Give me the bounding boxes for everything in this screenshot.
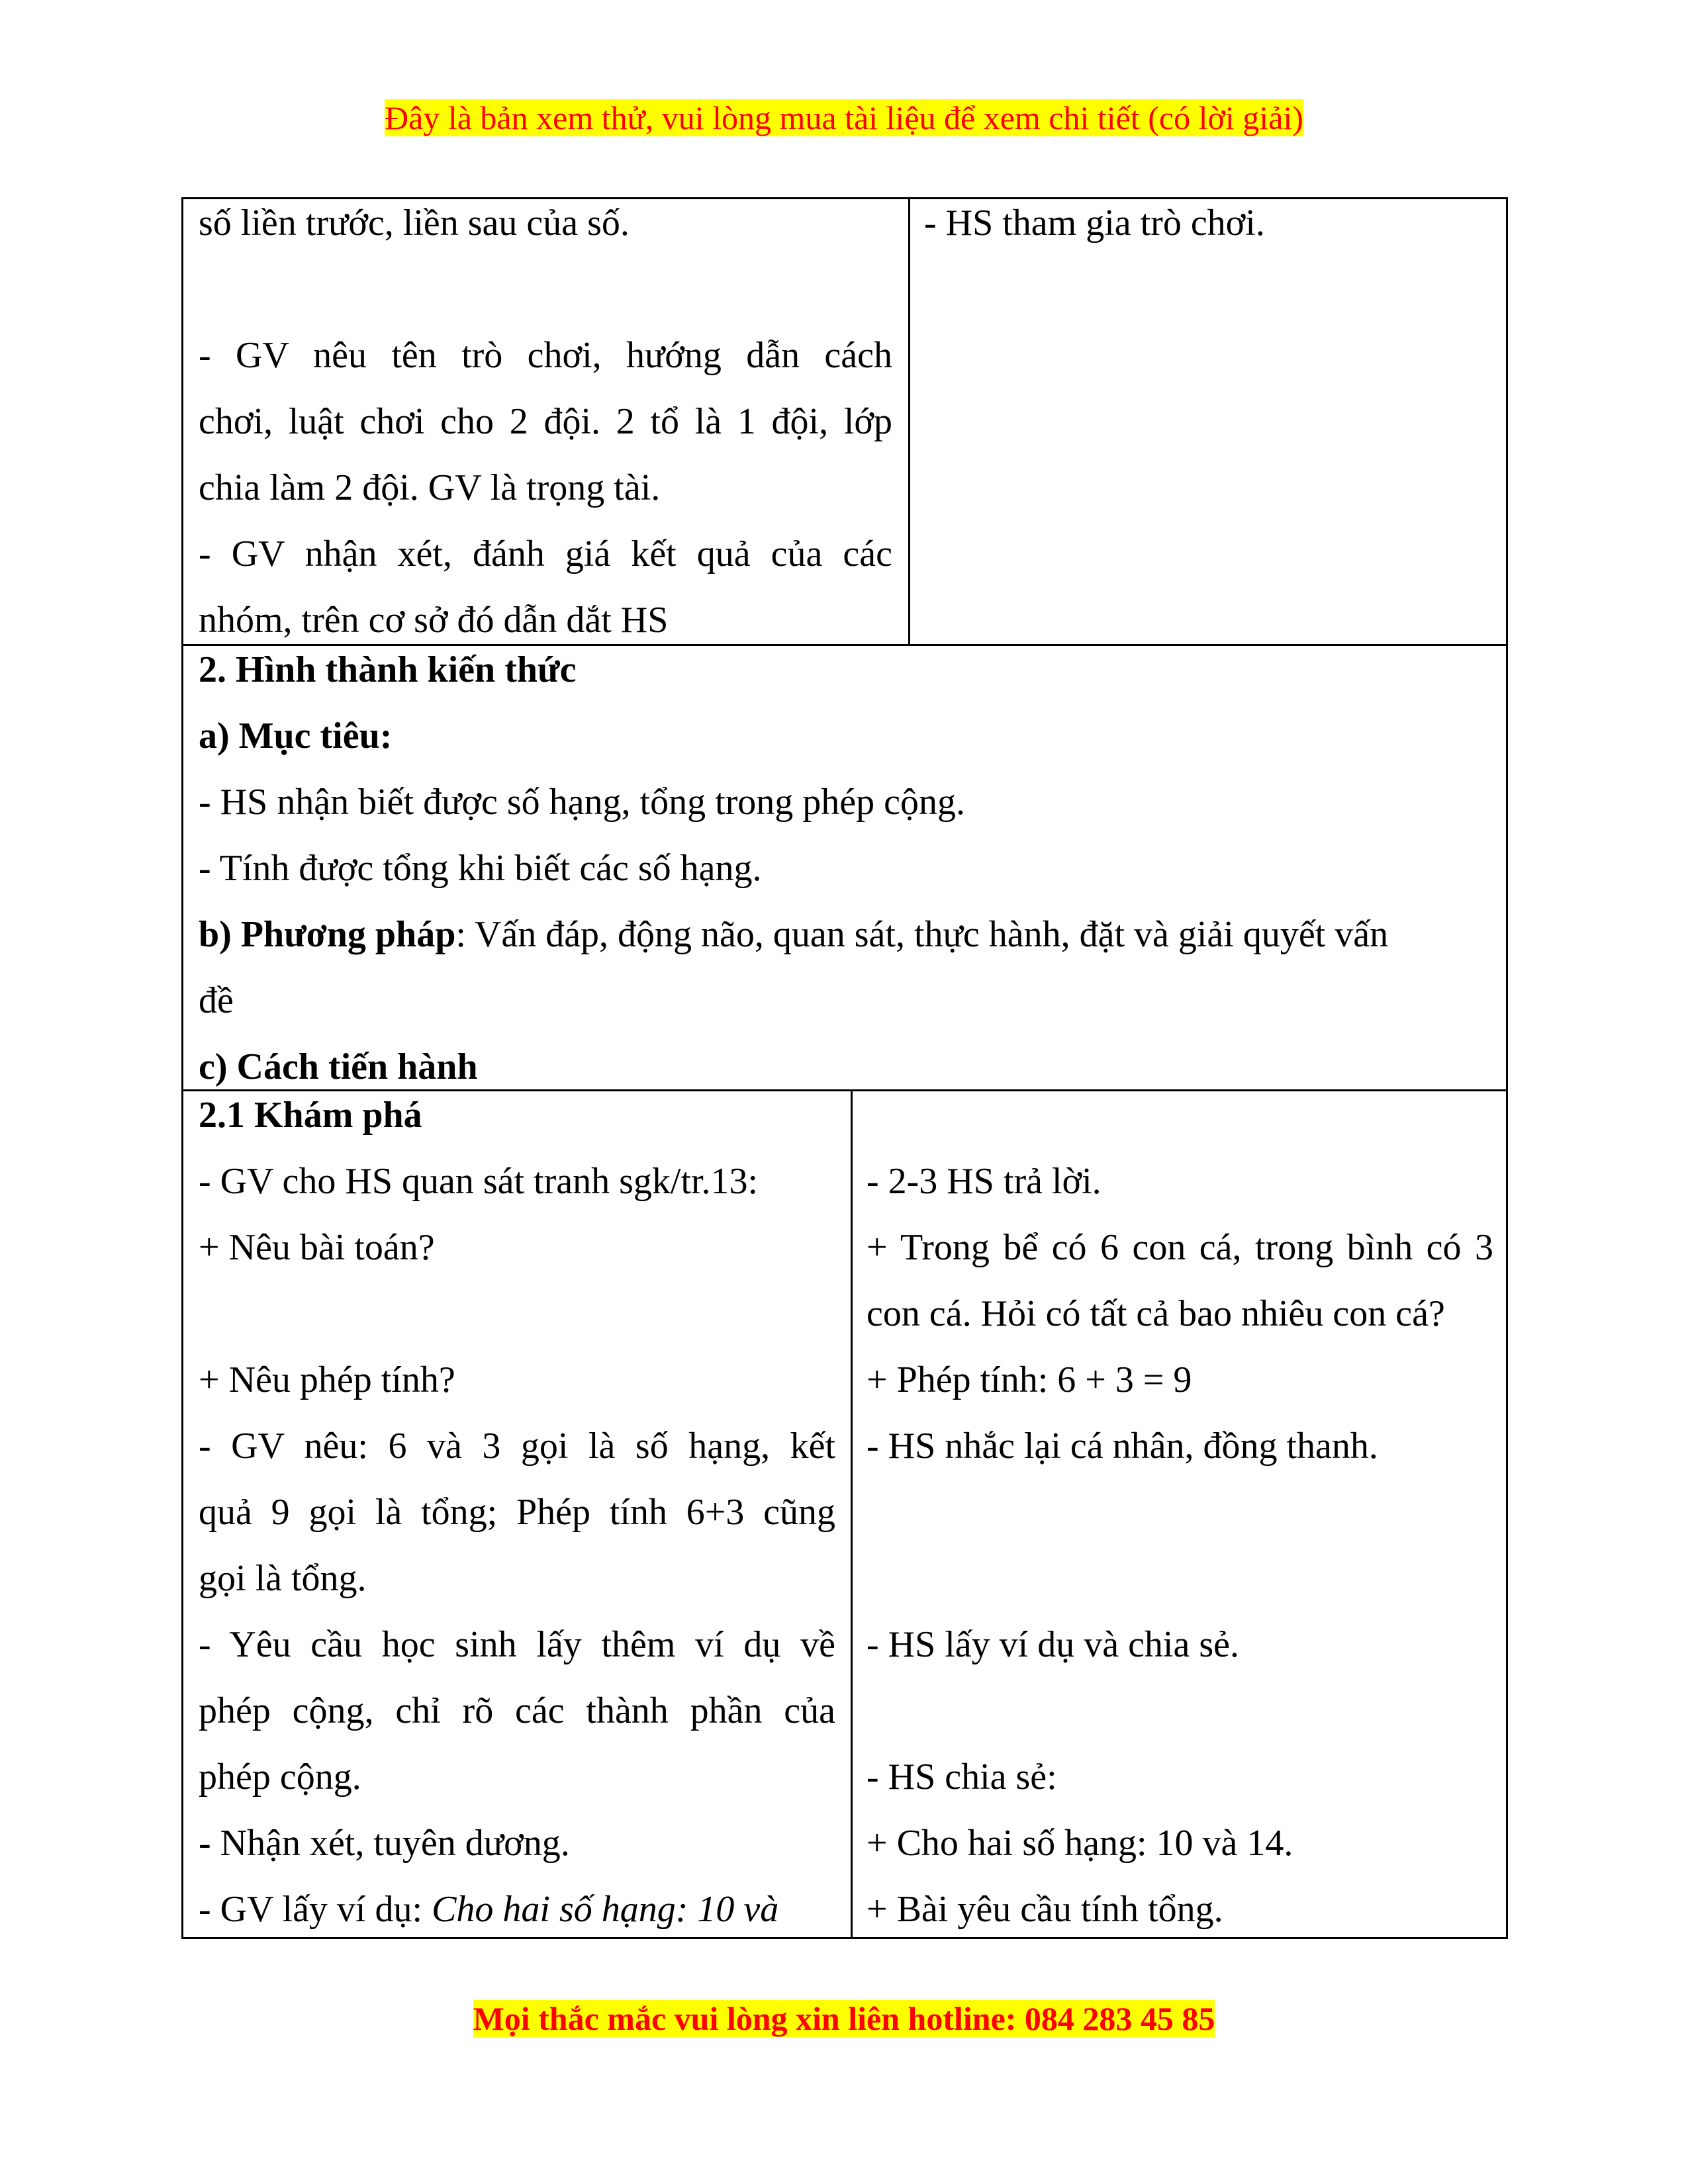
subsection-title: 2.1 Khám phá xyxy=(199,1095,422,1136)
activity-teacher-cell-2 xyxy=(199,1082,835,1942)
text-line: - HS nhắc lại cá nhân, đồng thanh. xyxy=(867,1426,1378,1467)
text-line: - 2-3 HS trả lời. xyxy=(867,1161,1102,1202)
table-column-divider-2 xyxy=(851,1089,853,1939)
text-line: - Yêu cầu học sinh lấy thêm ví dụ về xyxy=(199,1624,835,1665)
text-line: chia làm 2 đội. GV là trọng tài. xyxy=(199,467,661,508)
blank-line xyxy=(867,1545,1493,1612)
text-line: phép cộng, chỉ rõ các thành phần của xyxy=(199,1690,835,1731)
text-line: - GV nêu: 6 và 3 gọi là số hạng, kết xyxy=(199,1426,835,1467)
objectives-cell xyxy=(199,637,1491,1100)
text-line: + Phép tính: 6 + 3 = 9 xyxy=(867,1359,1192,1400)
blank-line xyxy=(199,256,892,322)
section-heading: 2. Hình thành kiến thức xyxy=(199,649,577,690)
text-line: - HS chia sẻ: xyxy=(867,1756,1057,1797)
example-text: Cho hai số hạng: 10 và xyxy=(432,1889,779,1930)
preview-notice-banner xyxy=(0,98,1688,138)
text-line: - HS lấy ví dụ và chia sẻ. xyxy=(867,1624,1239,1665)
method-text: : Vấn đáp, động não, quan sát, thực hành, đặt và giải quyết vấn xyxy=(455,914,1389,955)
table-column-divider-1 xyxy=(908,197,910,645)
text-line: quả 9 gọi là tổng; Phép tính 6+3 cũng xyxy=(199,1492,835,1533)
hotline-text: Mọi thắc mắc vui lòng xin liên hotline: 084 283 45 85 xyxy=(473,2000,1215,2037)
text-line: phép cộng. xyxy=(199,1756,361,1797)
preview-notice-text: Đây là bản xem thử, vui lòng mua tài liệu để xem chi tiết (có lời giải) xyxy=(385,99,1303,136)
example-prefix: - GV lấy ví dụ: xyxy=(199,1889,432,1930)
text-line: chơi, luật chơi cho 2 đội. 2 tổ là 1 đội, lớp xyxy=(199,401,892,442)
hotline-banner xyxy=(0,1999,1688,2038)
text-line: - GV nhận xét, đánh giá kết quả của các xyxy=(199,533,892,574)
text-line: số liền trước, liền sau của số. xyxy=(199,203,630,244)
activity-teacher-cell-1 xyxy=(199,190,892,653)
text-line: - HS tham gia trò chơi. xyxy=(924,203,1265,244)
text-line: + Cho hai số hạng: 10 và 14. xyxy=(867,1823,1293,1864)
text-line: - GV nêu tên trò chơi, hướng dẫn cách xyxy=(199,335,892,376)
text-line: + Nêu phép tính? xyxy=(199,1359,455,1400)
objective-item: - HS nhận biết được số hạng, tổng trong phép cộng. xyxy=(199,782,966,823)
process-title: c) Cách tiến hành xyxy=(199,1046,478,1087)
text-line xyxy=(199,1876,835,1942)
blank-line xyxy=(867,1678,1493,1744)
blank-line xyxy=(867,1479,1493,1545)
blank-line xyxy=(199,1281,835,1347)
method-line-continued: đề xyxy=(199,980,234,1021)
text-line: + Trong bể có 6 con cá, trong bình có 3 xyxy=(867,1227,1493,1268)
text-line: con cá. Hỏi có tất cả bao nhiêu con cá? xyxy=(867,1293,1445,1334)
text-line: - GV cho HS quan sát tranh sgk/tr.13: xyxy=(199,1161,759,1202)
objective-item: - Tính được tổng khi biết các số hạng. xyxy=(199,848,762,889)
method-label: b) Phương pháp xyxy=(199,914,456,955)
text-line: - Nhận xét, tuyên dương. xyxy=(199,1823,570,1864)
method-line xyxy=(199,901,1491,968)
text-line: nhóm, trên cơ sở đó dẫn dắt HS xyxy=(199,600,669,641)
activity-student-cell-2 xyxy=(867,1082,1493,1942)
text-line: gọi là tổng. xyxy=(199,1558,367,1599)
text-line: + Bài yêu cầu tính tổng. xyxy=(867,1889,1223,1930)
activity-student-cell-1 xyxy=(924,190,1493,256)
objective-title: a) Mục tiêu: xyxy=(199,715,393,756)
text-line: + Nêu bài toán? xyxy=(199,1227,435,1268)
blank-line xyxy=(867,1082,1493,1148)
